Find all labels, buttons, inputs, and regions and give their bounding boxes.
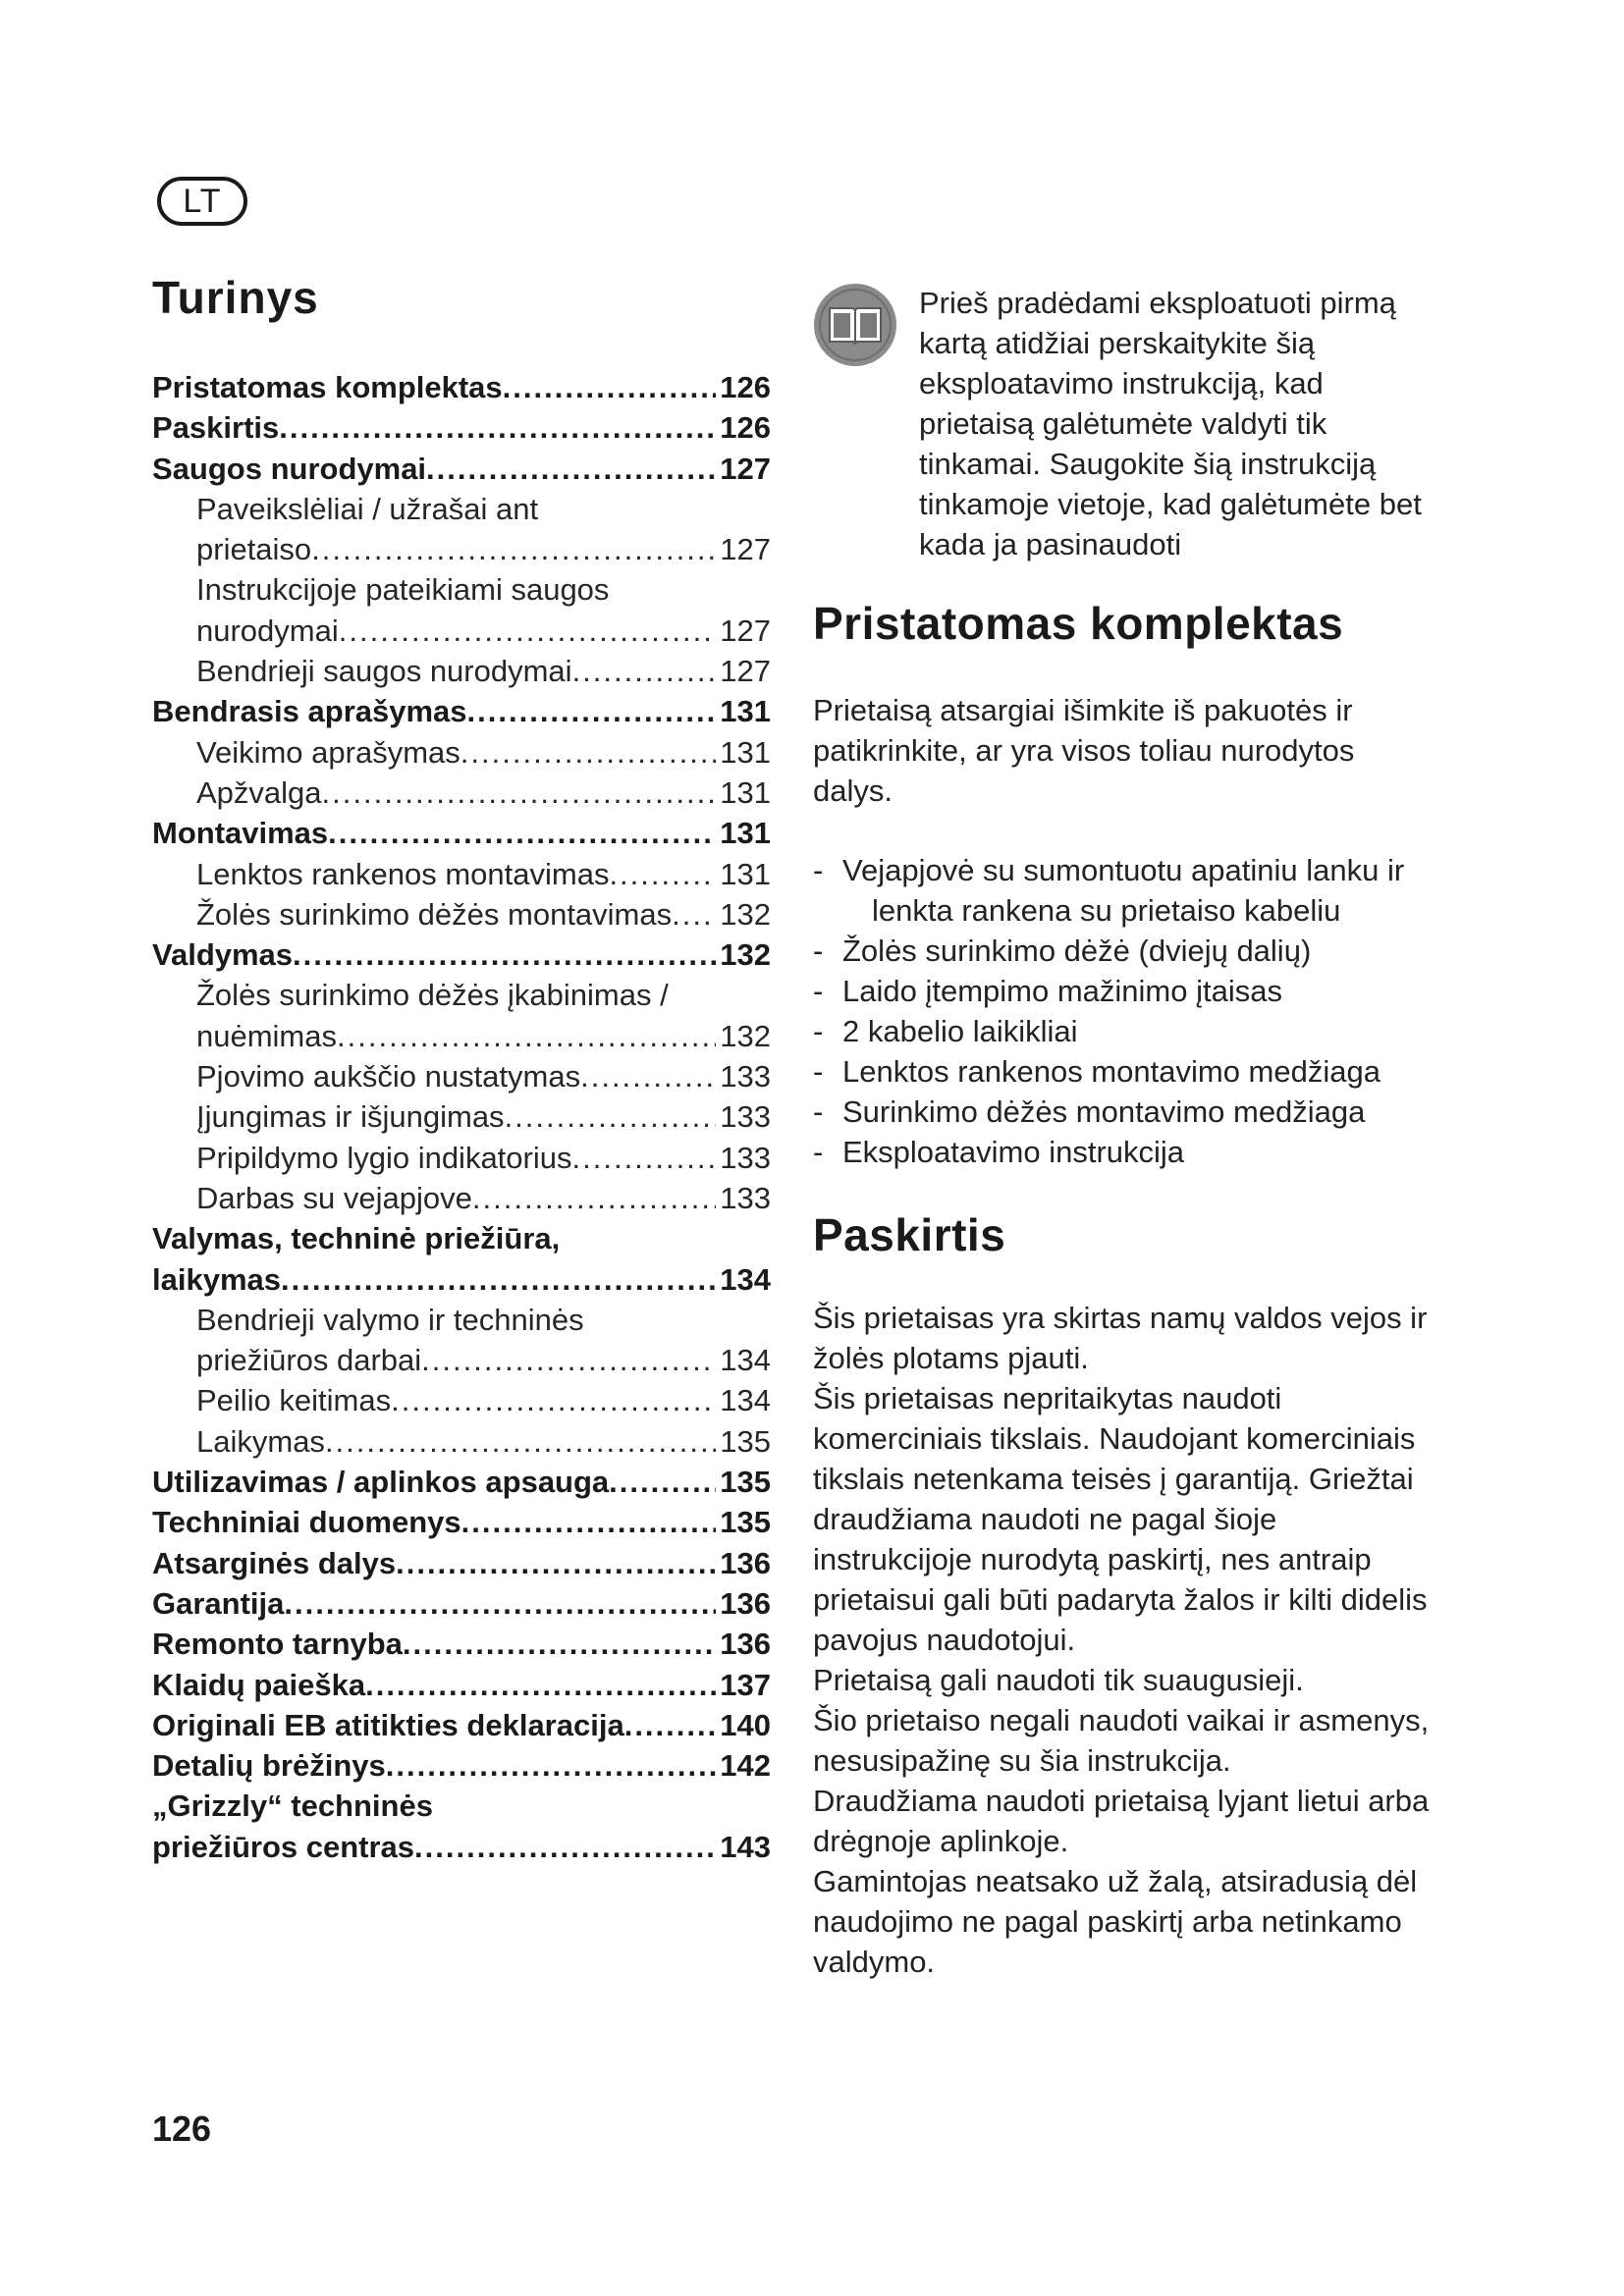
toc-entry-page: 131 <box>720 734 771 770</box>
toc-entry-label: laikymas <box>152 1261 281 1297</box>
toc-leader-dots <box>580 1056 716 1096</box>
toc-entry <box>152 489 771 570</box>
toc-entry-page: 134 <box>720 1383 771 1418</box>
toc-entry-label: Lenktos rankenos montavimas <box>196 856 610 891</box>
intended-use-paragraph: Šis prietaisas nepritaikytas naudoti komerciniais tikslais. Naudojant komerciniais tikslais netenkama teisės į garantiją. Griežtai draudžiama naudoti ne pagal šioje instrukcijoje nurodytą paskirtį, nes antraip prietaisui gali būti padaryta žalos ir kilti didelis pavojus naudotojui. <box>813 1381 1428 1657</box>
toc-entry <box>152 1705 771 1745</box>
toc-entry-label: Žolės surinkimo dėžės montavimas <box>196 896 673 932</box>
delivery-item-text: Lenktos rankenos montavimo medžiaga <box>842 1054 1380 1089</box>
toc-leader-dots <box>386 1745 716 1786</box>
toc-entry-label: Darbas su vejapjove <box>196 1180 472 1215</box>
intended-use-text <box>813 1298 1432 1982</box>
toc-leader-dots <box>284 1583 716 1624</box>
toc-entry-label: Pjovimo aukščio nustatymas <box>196 1059 581 1095</box>
toc-entry <box>152 1096 771 1137</box>
toc-entry <box>152 732 771 773</box>
toc-leader-dots <box>572 1138 717 1178</box>
main-column <box>813 283 1441 1982</box>
toc-leader-dots <box>472 1178 716 1218</box>
page-number: 126 <box>152 2109 212 2149</box>
toc-leader-dots <box>322 773 716 813</box>
toc-entry-page: 127 <box>720 451 771 486</box>
toc-leader-dots <box>467 691 716 731</box>
toc-entry <box>152 1138 771 1178</box>
toc-entry-prefix: Paveikslėliai / užrašai ant <box>196 491 539 526</box>
delivery-item: - Lenktos rankenos montavimo medžiaga <box>813 1054 1380 1089</box>
toc-entry-page: 133 <box>720 1180 771 1215</box>
toc-entry-label: Valdymas <box>152 937 294 973</box>
toc-entry-prefix: Bendrieji valymo ir techninės <box>196 1302 584 1337</box>
toc-entry <box>152 1380 771 1420</box>
toc-entry-page: 133 <box>720 1059 771 1095</box>
toc-entry-page: 127 <box>720 532 771 567</box>
toc-entry <box>152 934 771 975</box>
toc-entry-label: Saugos nurodymai <box>152 451 427 486</box>
toc-leader-dots <box>279 407 716 448</box>
toc-entry-page: 137 <box>720 1667 771 1702</box>
toc-entry <box>152 1178 771 1218</box>
toc-entry-label: priežiūros centras <box>152 1829 415 1864</box>
toc-entry-label: Originali EB atitikties deklaracija <box>152 1707 624 1742</box>
toc-entry-label: Remonto tarnyba <box>152 1627 403 1662</box>
intended-use-paragraph: Prietaisą gali naudoti tik suaugusieji. <box>813 1663 1304 1697</box>
toc-entry <box>152 1786 771 1867</box>
scope-of-delivery-intro: Prietaisą atsargiai išimkite iš pakuotės ir patikrinkite, ar yra visos toliau nurodytos dalys. <box>813 693 1355 808</box>
toc-entry <box>152 894 771 934</box>
toc-entry <box>152 773 771 813</box>
language-badge: LT <box>157 177 247 226</box>
toc-leader-dots <box>281 1259 716 1300</box>
toc-entry <box>152 1665 771 1705</box>
toc-entry-page: 136 <box>720 1585 771 1621</box>
toc-entry <box>152 854 771 894</box>
toc-entry-label: Detalių brėžinys <box>152 1748 386 1784</box>
toc-entry-page: 135 <box>720 1465 771 1500</box>
toc-entry <box>152 651 771 691</box>
table-of-contents <box>152 263 771 1867</box>
toc-entry-page: 131 <box>720 774 771 810</box>
toc-leader-dots <box>325 1421 716 1462</box>
toc-entry <box>152 691 771 731</box>
toc-entry-label: Montavimas <box>152 816 329 851</box>
toc-leader-dots <box>391 1380 716 1420</box>
toc-leader-dots <box>414 1827 716 1867</box>
delivery-item-text: Surinkimo dėžės montavimo medžiaga <box>842 1095 1366 1129</box>
toc-leader-dots <box>624 1705 716 1745</box>
toc-entry-page: 131 <box>720 694 771 729</box>
toc-leader-dots <box>460 732 716 773</box>
intended-use-title: Paskirtis <box>813 1209 1006 1260</box>
toc-leader-dots <box>421 1340 716 1380</box>
toc-entry-label: Apžvalga <box>196 774 322 810</box>
toc-entry <box>152 1583 771 1624</box>
toc-entry-label: Utilizavimas / aplinkos apsauga <box>152 1465 610 1500</box>
toc-entry-page: 136 <box>720 1627 771 1662</box>
toc-leader-dots <box>311 529 716 569</box>
toc-entry-label: Garantija <box>152 1585 285 1621</box>
toc-leader-dots <box>426 449 716 489</box>
toc-entry-page: 136 <box>720 1545 771 1580</box>
toc-entry-prefix: Žolės surinkimo dėžės įkabinimas / <box>196 978 669 1013</box>
toc-entry-page: 132 <box>720 937 771 973</box>
toc-entry-page: 143 <box>720 1829 771 1864</box>
toc-entry <box>152 1056 771 1096</box>
toc-entry-label: nurodymai <box>196 613 339 648</box>
toc-leader-dots <box>572 651 716 691</box>
notice-text: Prieš pradėdami eksploatuoti pirmą kartą atidžiai perskaitykite šią eksploatavimo instrukciją, kad prietaisą galėtumėte valdyti tik tinkamai. Saugokite šią instrukciją tinkamoje vietoje, kad galėtumėte bet kada ja pasinaudoti <box>919 286 1422 561</box>
toc-entry-page: 132 <box>720 1018 771 1053</box>
toc-leader-dots <box>337 1016 716 1056</box>
toc-entry-prefix: Valymas, techninė priežiūra, <box>152 1221 561 1256</box>
toc-leader-dots <box>365 1665 716 1705</box>
toc-entry-label: Laikymas <box>196 1423 325 1459</box>
toc-entry-page: 142 <box>720 1748 771 1784</box>
toc-entry <box>152 1502 771 1542</box>
delivery-item: - Eksploatavimo instrukcija <box>813 1135 1185 1169</box>
toc-entry-page: 126 <box>720 410 771 446</box>
toc-leader-dots <box>396 1543 716 1583</box>
toc-entry-prefix: „Grizzly“ techninės <box>152 1789 433 1824</box>
read-instructions-notice <box>813 283 1441 564</box>
delivery-item: - Surinkimo dėžės montavimo medžiaga <box>813 1095 1366 1129</box>
toc-leader-dots <box>403 1624 716 1664</box>
toc-leader-dots <box>339 611 716 651</box>
toc-leader-dots <box>609 1462 716 1502</box>
toc-entry <box>152 449 771 489</box>
toc-leader-dots <box>293 934 716 975</box>
toc-entry-label: prietaiso <box>196 532 312 567</box>
toc-entry-label: Klaidų paieška <box>152 1667 366 1702</box>
toc-entry <box>152 1624 771 1664</box>
toc-entry <box>152 1745 771 1786</box>
toc-leader-dots <box>672 894 716 934</box>
toc-entry-page: 132 <box>720 896 771 932</box>
toc-entry-label: Atsarginės dalys <box>152 1545 397 1580</box>
toc-leader-dots <box>505 1096 716 1137</box>
toc-entry-page: 133 <box>720 1099 771 1135</box>
toc-entry-label: Bendrasis aprašymas <box>152 694 467 729</box>
toc-entry-label: Pristatomas komplektas <box>152 370 503 404</box>
toc-entry-page: 126 <box>720 370 771 404</box>
toc-entry-label: Pripildymo lygio indikatorius <box>196 1140 572 1175</box>
delivery-item-text: Eksploatavimo instrukcija <box>842 1135 1185 1169</box>
toc-entry-label: Peilio keitimas <box>196 1383 392 1418</box>
toc-entry-label: Įjungimas ir išjungimas <box>196 1099 505 1135</box>
delivery-item-text: Vejapjovė su sumontuotu apatiniu lanku ir lenkta rankena su prietaiso kabeliu <box>842 853 1405 928</box>
toc-entry-label: nuėmimas <box>196 1018 337 1053</box>
toc-entry <box>152 1421 771 1462</box>
delivery-item: - Žolės surinkimo dėžė (dviejų dalių) <box>813 934 1312 968</box>
toc-entry <box>152 1543 771 1583</box>
book-icon <box>813 283 897 367</box>
toc-entry <box>152 367 771 407</box>
delivery-item-text: Laido įtempimo mažinimo įtaisas <box>842 974 1282 1008</box>
toc-list <box>152 367 771 1867</box>
delivery-item: - 2 kabelio laikikliai <box>813 1014 1078 1048</box>
intended-use-paragraph: Draudžiama naudoti prietaisą lyjant lietui arba drėgnoje aplinkoje. <box>813 1784 1430 1858</box>
toc-entry <box>152 1462 771 1502</box>
toc-entry-label: Paskirtis <box>152 410 280 446</box>
toc-entry-page: 134 <box>720 1343 771 1378</box>
delivery-item: - Vejapjovė su sumontuotu apatiniu lanku ir lenkta rankena su prietaiso kabeliu <box>813 853 1405 928</box>
toc-entry <box>152 1218 771 1300</box>
delivery-items-list <box>813 850 1441 1172</box>
toc-leader-dots <box>609 854 716 894</box>
toc-entry-page: 131 <box>720 816 771 851</box>
toc-entry-page: 127 <box>720 654 771 689</box>
toc-entry <box>152 407 771 448</box>
toc-entry-page: 133 <box>720 1140 771 1175</box>
delivery-item: - Laido įtempimo mažinimo įtaisas <box>813 974 1282 1008</box>
delivery-item-text: Žolės surinkimo dėžė (dviejų dalių) <box>842 934 1312 968</box>
toc-entry <box>152 813 771 853</box>
intended-use-paragraph: Šio prietaiso negali naudoti vaikai ir asmenys, nesusipažinę su šia instrukcija. <box>813 1703 1430 1778</box>
toc-entry <box>152 975 771 1056</box>
toc-entry-page: 135 <box>720 1505 771 1540</box>
toc-entry-label: Bendrieji saugos nurodymai <box>196 654 572 689</box>
toc-leader-dots <box>328 813 716 853</box>
toc-entry-page: 131 <box>720 856 771 891</box>
toc-entry <box>152 1300 771 1381</box>
toc-entry-label: Veikimo aprašymas <box>196 734 460 770</box>
toc-entry-label: priežiūros darbai <box>196 1343 422 1378</box>
scope-of-delivery-title: Pristatomas komplektas <box>813 598 1344 649</box>
toc-entry-page: 140 <box>720 1707 771 1742</box>
toc-entry-page: 127 <box>720 613 771 648</box>
intended-use-paragraph: Šis prietaisas yra skirtas namų valdos vejos ir žolės plotams pjauti. <box>813 1301 1428 1375</box>
intended-use-paragraph: Gamintojas neatsako už žalą, atsiradusią dėl naudojimo ne pagal paskirtį arba netinkamo valdymo. <box>813 1864 1418 1979</box>
toc-entry-label: Techniniai duomenys <box>152 1505 461 1540</box>
toc-leader-dots <box>461 1502 716 1542</box>
toc-entry-page: 134 <box>720 1261 771 1297</box>
toc-entry <box>152 569 771 651</box>
toc-entry-prefix: Instrukcijoje pateikiami saugos <box>196 572 610 608</box>
toc-entry-page: 135 <box>720 1423 771 1459</box>
delivery-item-text: 2 kabelio laikikliai <box>842 1014 1078 1048</box>
toc-title: Turinys <box>152 272 319 323</box>
toc-leader-dots <box>503 367 716 407</box>
